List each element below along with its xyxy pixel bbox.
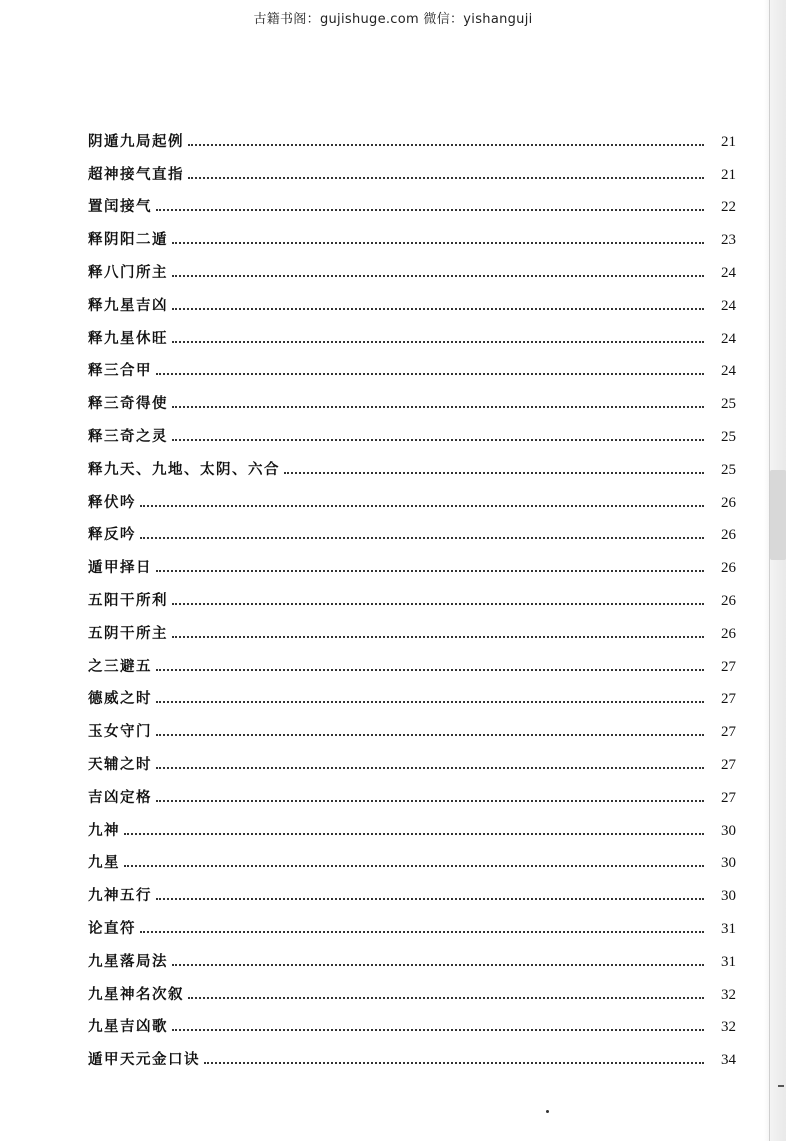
toc-entry-title: 置闰接气 <box>88 199 152 216</box>
toc-entry <box>88 1004 736 1037</box>
toc-dot-leader <box>156 734 704 736</box>
toc-entry <box>88 807 736 840</box>
toc-dot-leader <box>172 439 704 441</box>
table-of-contents <box>88 118 736 1069</box>
toc-entry-page-number: 22 <box>721 199 736 216</box>
toc-entry <box>88 380 736 413</box>
toc-dot-leader <box>156 767 704 769</box>
toc-entry <box>88 610 736 643</box>
toc-dot-leader <box>156 570 704 572</box>
toc-entry-page-number: 34 <box>721 1052 736 1069</box>
toc-entry-page-number: 26 <box>721 527 736 544</box>
toc-entry-page-number: 26 <box>721 494 736 511</box>
toc-dot-leader <box>124 865 704 867</box>
toc-entry <box>88 905 736 938</box>
toc-entry <box>88 184 736 217</box>
toc-entry-page-number: 24 <box>721 264 736 281</box>
toc-entry-page-number: 30 <box>721 855 736 872</box>
toc-entry-title: 超神接气直指 <box>88 166 184 183</box>
toc-dot-leader <box>284 472 704 474</box>
toc-dot-leader <box>124 833 704 835</box>
toc-entry-page-number: 26 <box>721 625 736 642</box>
toc-entry-page-number: 26 <box>721 592 736 609</box>
toc-dot-leader <box>172 636 704 638</box>
toc-entry-title: 九星吉凶歌 <box>88 1019 168 1036</box>
toc-dot-leader <box>156 800 704 802</box>
toc-entry-page-number: 26 <box>721 560 736 577</box>
toc-entry-title: 遁甲天元金口诀 <box>88 1052 200 1069</box>
toc-entry-title: 九神五行 <box>88 888 152 905</box>
toc-entry-page-number: 27 <box>721 789 736 806</box>
toc-entry-title: 论直符 <box>88 920 136 937</box>
toc-dot-leader <box>156 701 704 703</box>
toc-entry-page-number: 32 <box>721 1019 736 1036</box>
scan-mark <box>778 1085 784 1087</box>
toc-entry-title: 释反吟 <box>88 527 136 544</box>
toc-entry <box>88 282 736 315</box>
toc-dot-leader <box>172 603 704 605</box>
toc-entry-title: 五阳干所利 <box>88 592 168 609</box>
toc-dot-leader <box>172 308 704 310</box>
toc-entry <box>88 249 736 282</box>
toc-entry-title: 释八门所主 <box>88 264 168 281</box>
toc-dot-leader <box>204 1062 704 1064</box>
toc-entry-title: 释阴阳二遁 <box>88 232 168 249</box>
toc-entry-title: 阴遁九局起例 <box>88 133 184 150</box>
toc-entry-page-number: 24 <box>721 297 736 314</box>
toc-entry-page-number: 30 <box>721 888 736 905</box>
toc-dot-leader <box>140 505 704 507</box>
toc-dot-leader <box>172 341 704 343</box>
toc-entry <box>88 413 736 446</box>
toc-entry-page-number: 25 <box>721 461 736 478</box>
page-edge-shadow <box>764 0 786 1141</box>
toc-entry <box>88 544 736 577</box>
toc-entry-page-number: 24 <box>721 363 736 380</box>
toc-entry <box>88 348 736 381</box>
toc-dot-leader <box>188 177 704 179</box>
toc-entry-page-number: 24 <box>721 330 736 347</box>
toc-dot-leader <box>172 275 704 277</box>
toc-entry-title: 释伏吟 <box>88 494 136 511</box>
toc-entry-page-number: 30 <box>721 822 736 839</box>
toc-entry <box>88 741 736 774</box>
toc-dot-leader <box>172 242 704 244</box>
page-edge-shade <box>770 470 786 560</box>
toc-entry <box>88 512 736 545</box>
toc-entry <box>88 676 736 709</box>
toc-entry-title: 释三奇得使 <box>88 396 168 413</box>
toc-entry-page-number: 21 <box>721 166 736 183</box>
toc-entry-title: 玉女守门 <box>88 724 152 741</box>
toc-entry-title: 释九天、九地、太阴、六合 <box>88 461 280 478</box>
toc-entry-title: 九星 <box>88 855 120 872</box>
toc-entry <box>88 840 736 873</box>
toc-entry <box>88 872 736 905</box>
toc-entry <box>88 118 736 151</box>
toc-entry <box>88 577 736 610</box>
toc-entry-title: 释九星吉凶 <box>88 297 168 314</box>
toc-dot-leader <box>156 898 704 900</box>
page-edge-line <box>769 0 770 1141</box>
toc-entry-page-number: 31 <box>721 953 736 970</box>
toc-dot-leader <box>172 964 704 966</box>
toc-entry-page-number: 31 <box>721 920 736 937</box>
toc-entry-title: 吉凶定格 <box>88 789 152 806</box>
toc-entry-title: 五阴干所主 <box>88 625 168 642</box>
toc-entry <box>88 315 736 348</box>
toc-entry-page-number: 25 <box>721 428 736 445</box>
toc-entry <box>88 708 736 741</box>
toc-entry-title: 德威之时 <box>88 691 152 708</box>
toc-entry-title: 释九星休旺 <box>88 330 168 347</box>
toc-entry-page-number: 27 <box>721 724 736 741</box>
page-header-watermark: 古籍书阁：gujishuge.com 微信：yishanguji <box>253 12 533 27</box>
toc-entry-title: 九星落局法 <box>88 953 168 970</box>
toc-entry <box>88 446 736 479</box>
toc-entry <box>88 971 736 1004</box>
toc-dot-leader <box>156 373 704 375</box>
toc-entry-page-number: 27 <box>721 658 736 675</box>
toc-entry-title: 九神 <box>88 822 120 839</box>
toc-entry-page-number: 27 <box>721 756 736 773</box>
toc-entry <box>88 151 736 184</box>
toc-entry-page-number: 27 <box>721 691 736 708</box>
toc-dot-leader <box>188 144 704 146</box>
scan-dot <box>546 1110 549 1113</box>
toc-dot-leader <box>156 669 704 671</box>
toc-entry <box>88 1036 736 1069</box>
toc-entry-page-number: 21 <box>721 133 736 150</box>
toc-entry-title: 之三避五 <box>88 658 152 675</box>
toc-entry-page-number: 32 <box>721 986 736 1003</box>
toc-dot-leader <box>140 537 704 539</box>
toc-entry <box>88 774 736 807</box>
toc-entry-title: 释三合甲 <box>88 363 152 380</box>
toc-entry-page-number: 23 <box>721 232 736 249</box>
toc-dot-leader <box>188 997 704 999</box>
toc-entry <box>88 479 736 512</box>
toc-entry-title: 九星神名次叙 <box>88 986 184 1003</box>
toc-dot-leader <box>156 209 704 211</box>
toc-dot-leader <box>172 1029 704 1031</box>
toc-dot-leader <box>172 406 704 408</box>
toc-entry <box>88 938 736 971</box>
toc-entry <box>88 643 736 676</box>
toc-entry-title: 遁甲择日 <box>88 560 152 577</box>
toc-entry-title: 释三奇之灵 <box>88 428 168 445</box>
toc-entry-title: 天辅之时 <box>88 756 152 773</box>
toc-dot-leader <box>140 931 704 933</box>
toc-entry-page-number: 25 <box>721 396 736 413</box>
toc-entry <box>88 216 736 249</box>
